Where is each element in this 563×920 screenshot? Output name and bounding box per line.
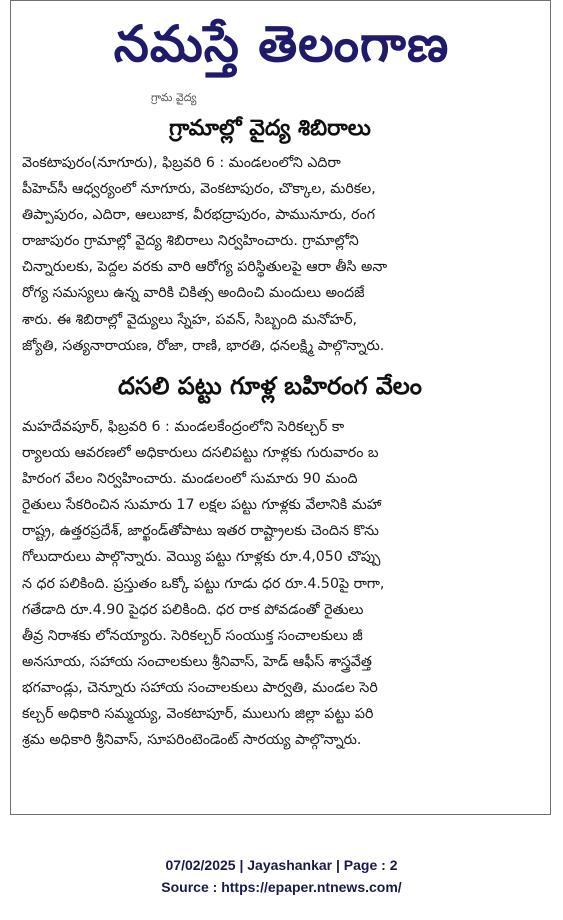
article2-line: న ధర పలికింది. ప్రస్తుతం ఒక్కో పట్టు గూడు ధర రూ.4.50పై రాగా, <box>22 575 385 592</box>
footer-date-edition: 07/02/2025 | Jayashankar | Page : 2 <box>165 857 398 873</box>
article2-line: గతేడాది రూ.4.90 పైధర పలికింది. ధర రాక పోవడంతో రైతులు <box>22 601 364 618</box>
article1-headline: గ్రామాల్లో వైద్య శిబిరాలు <box>169 116 371 141</box>
article1-line: రోగ్య సమస్యలు ఉన్న వారికి చికిత్స అందించి మందులు అందజే <box>22 285 365 302</box>
article1-line: శారు. ఈ శిబిరాల్లో వైద్యులు స్నేహ, పవన్, సిబ్బంది మనోహర్, <box>22 311 358 328</box>
newspaper-masthead: నమస్తే తెలంగాణ <box>113 15 450 73</box>
article2-line: శ్రమ అధికారి శ్రీనివాస్, సూపరింటెండెంట్ సారయ్య పాల్గొన్నారు. <box>22 732 362 749</box>
article2-line: తీవ్ర నిరాశకు లోనయ్యారు. సెరికల్చర్ సంయుక్త సంచాలకులు జీ <box>22 627 363 644</box>
article1-line: రాజాపురం గ్రామాల్లో వైద్య శిబిరాలు నిర్వహించారు. గ్రామాల్లోని <box>22 233 359 250</box>
article2-line: ర్యాలయ ఆవరణలో అధికారులు దసలిపట్టు గూళ్లకు గురువారం బ <box>22 445 379 462</box>
article2-line: కల్చర్ అధికారి సమ్మయ్య, వెంకటాపూర్, ములుగు జిల్లా పట్టు పరి <box>22 706 374 723</box>
article2-line: భగవాండ్లు, చెన్నూరు సహాయ సంచాలకులు పార్వతి, మండల సెరి <box>22 679 378 696</box>
article1-line: వెంకటాపురం(నూగూరు), ఫిబ్రవరి 6 : మండలంలోని ఎదిరా <box>22 155 341 171</box>
article1-line: జ్యోతి, సత్యనారాయణ, రోజా, రాణి, భారతి, ధనలక్ష్మి పాల్గొన్నారు. <box>22 337 385 354</box>
article1-line: పీహెచ్‌సీ ఆధ్వర్యంలో నూగూరు, వెంకటాపురం, చొక్కాల, మరికల, <box>22 181 376 198</box>
article2-line: రైతులు సేకరించిన సుమారు 17 లక్షల పట్టు గూళ్లకు వేలానికి మహా <box>22 497 382 514</box>
article2-body <box>22 414 520 753</box>
article1-line: చిన్నారులకు, పెద్దల వరకు వారి ఆరోగ్య పరిస్థితులపై ఆరా తీసి అనా <box>22 259 388 276</box>
footer-source: Source : https://epaper.ntnews.com/ <box>161 879 402 895</box>
article2-line: మహదేవపూర్, ఫిబ్రవరి 6 : మండలకేంద్రంలోని సెరికల్చర్ కా <box>22 419 345 435</box>
article1-body <box>22 150 520 359</box>
article2-line: రాష్ట్ర, ఉత్తరప్రదేశ్, జార్ఖండ్‌తోపాటు ఇతర రాష్ట్రాలకు చెందిన కొను <box>22 523 379 540</box>
article2-headline: దసలి పట్టు గూళ్ల బహిరంగ వేలం <box>118 372 422 400</box>
article2-line: గోలుదారులు పాల్గొన్నారు. వెయ్యి పట్టు గూళ్లకు రూ.4,050 చొప్పు <box>22 549 381 566</box>
article2-line: అనసూయ, సహాయ సంచాలకులు శ్రీనివాస్, హెడ్ ఆఫీస్ శాస్త్రవేత్త <box>22 653 372 670</box>
cutoff-previous-text: గ్రామ వైద్య <box>151 91 197 104</box>
article1-line: తిప్పాపురం, ఎదిరా, ఆలుబాక, వీరభద్రాపురం, పామునూరు, రంగ <box>22 207 375 224</box>
article2-line: హిరంగ వేలం నిర్వహించారు. మండలంలో సుమారు 90 మంది <box>22 471 358 488</box>
